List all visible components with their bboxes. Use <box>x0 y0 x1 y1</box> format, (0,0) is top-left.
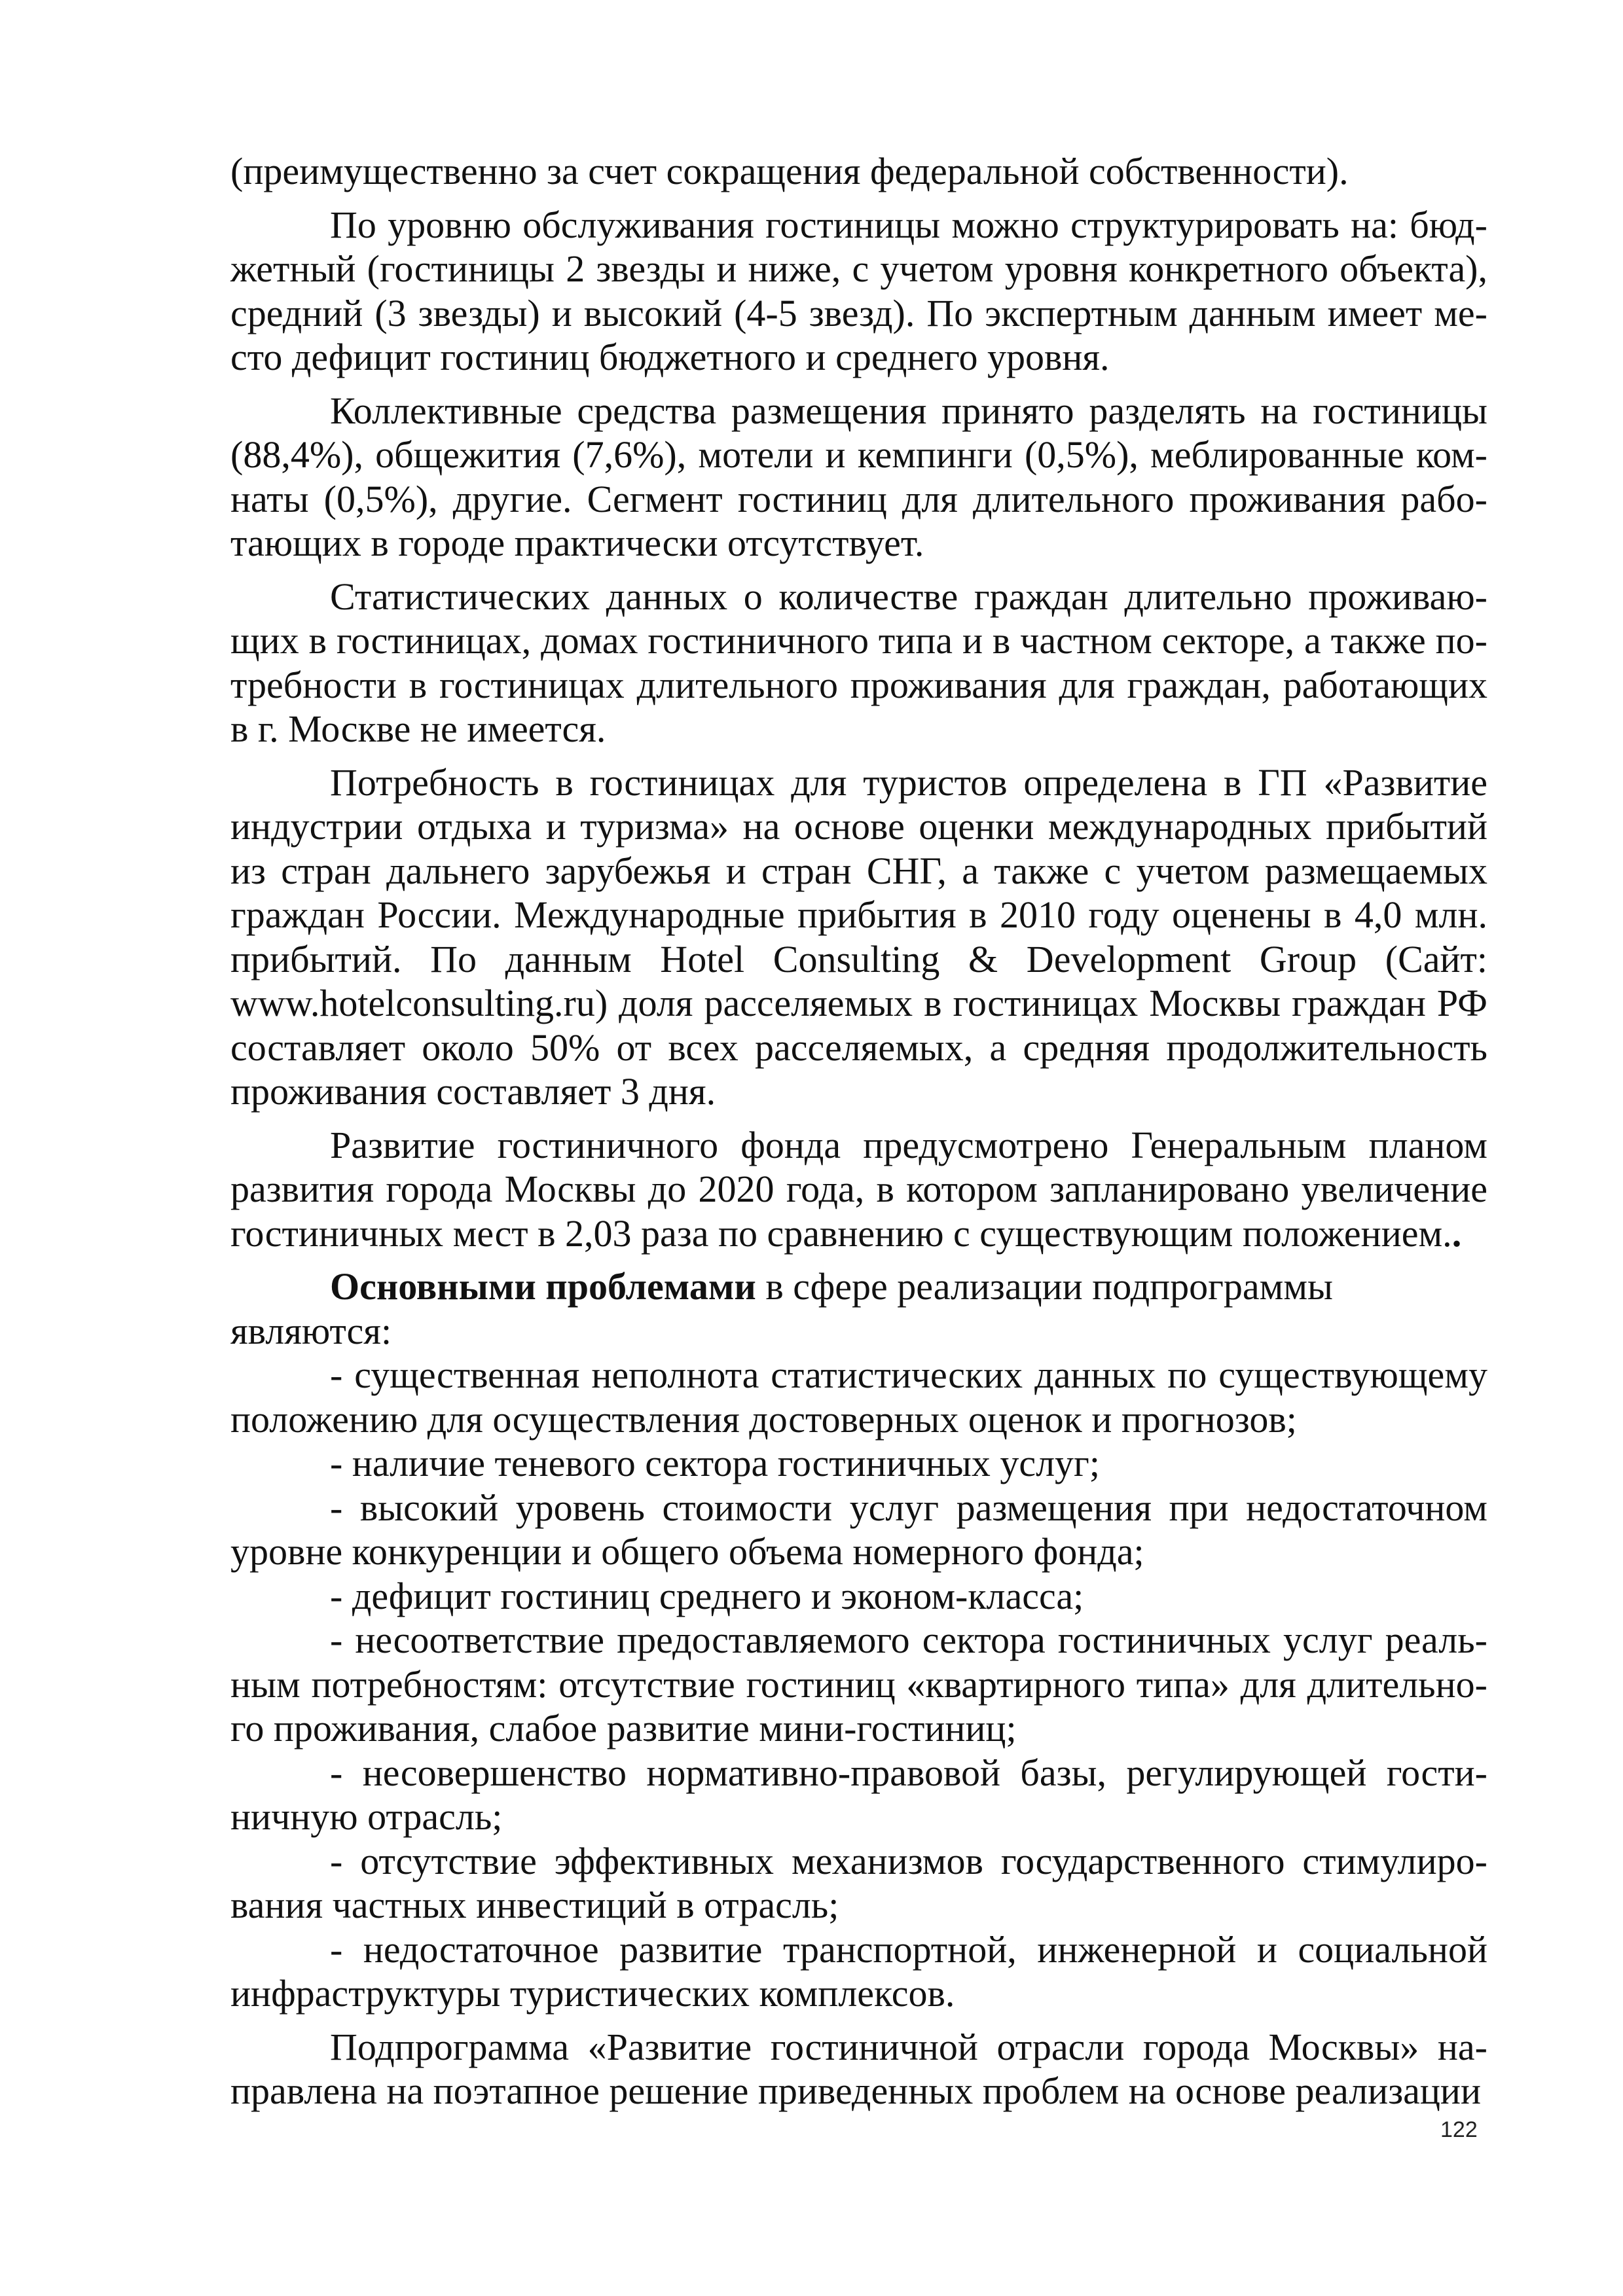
bold-period: . <box>1451 1211 1462 1255</box>
problems-heading-rest: в сфере реализации подпрограммы являются: <box>230 1265 1334 1352</box>
paragraph-statistics: Статистических данных о количестве граждан длительно проживающих в гостиницах, домах гостиничного типа и в частном секторе, а также потребности в гостиницах длительного проживания для граждан, работающих в г. Москве не имеется. <box>230 575 1487 750</box>
paragraph-subprogram: Подпрограмма «Развитие гостиничной отрасли города Москвы» направлена на поэтапное решение приведенных проблем на основе реализации <box>230 2025 1487 2112</box>
page-number: 122 <box>1440 2117 1478 2142</box>
list-item: - наличие теневого сектора гостиничных услуг; <box>330 1442 1100 1484</box>
problems-heading <box>230 1265 1487 1353</box>
list-item: - высокий уровень стоимости услуг размещения при недостаточном уровне конкуренции и общего объема номерного фонда; <box>230 1486 1487 1573</box>
paragraph-service-levels: По уровню обслуживания гостиницы можно структурировать на: бюджетный (гостиницы 2 звезды и ниже, с учетом уровня конкретного объекта), средний (3 звезды) и высокий (4-5 звезд). По экспертным данным имеет место дефицит гостиниц бюджетного и среднего уровня. <box>230 203 1487 378</box>
page-text <box>230 149 1487 2123</box>
list-item: - дефицит гостиниц среднего и эконом-класса; <box>330 1574 1084 1617</box>
paragraph-tourist-demand: Потребность в гостиницах для туристов определена в ГП «Развитие индустрии отдыха и туризма» на основе оценки международных прибытий из стран дальнего зарубежья и стран СНГ, а также с учетом размещаемых граждан России. Международные прибытия в 2010 году оценены в 4,0 млн. прибытий. По данным Hotel Consulting & Development Group (Сайт: www.hotelconsulting.ru) доля расселяемых в гостиницах Москвы граждан РФ составляет около 50% от всех расселяемых, а средняя продолжительность проживания составляет 3 дня. <box>230 761 1487 1113</box>
list-item: - несоответствие предоставляемого сектора гостиничных услуг реальным потребностям: отсутствие гостиниц «квартирного типа» для длительного проживания, слабое развитие мини-гостиниц; <box>230 1619 1487 1749</box>
problems-heading-bold: Основными проблемами <box>330 1265 756 1308</box>
list-item: - несовершенство нормативно-правовой базы, регулирующей гостиничную отрасль; <box>230 1751 1487 1838</box>
list-item: - существенная неполнота статистических данных по существующему положению для осуществления достоверных оценок и прогнозов; <box>230 1354 1487 1441</box>
paragraph-continuation: (преимущественно за счет сокращения федеральной собственности). <box>230 150 1349 192</box>
paragraph-accommodation-types: Коллективные средства размещения принято разделять на гостиницы (88,4%), общежития (7,6%), мотели и кемпинги (0,5%), меблированные комнаты (0,5%), другие. Сегмент гостиниц для длительного проживания работающих в городе практически отсутствует. <box>230 389 1487 564</box>
paragraph-development-plan-text: Развитие гостиничного фонда предусмотрено Генеральным планом развития города Москвы до 2020 года, в котором запланировано увеличение гостиничных мест в 2,03 раза по сравнению с существующим положением. <box>230 1123 1487 1255</box>
list-item: - отсутствие эффективных механизмов государственного стимулирования частных инвестиций в отрасль; <box>230 1839 1487 1926</box>
paragraph-development-plan <box>230 1123 1487 1256</box>
list-item: - недостаточное развитие транспортной, инженерной и социальной инфраструктуры туристических комплексов. <box>230 1928 1487 2015</box>
